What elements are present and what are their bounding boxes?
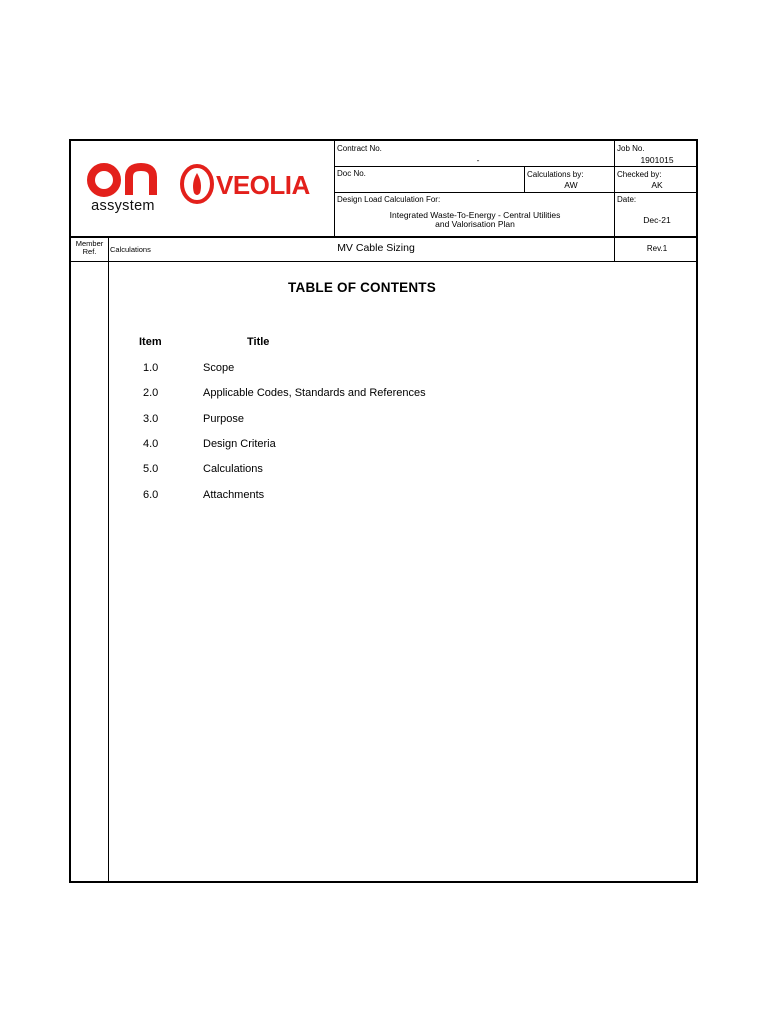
- toc-item-number: 1.0: [143, 362, 159, 374]
- assystem-logo: [85, 163, 161, 215]
- toc-item-title: Design Criteria: [203, 438, 276, 450]
- subject-title: MV Cable Sizing: [337, 242, 415, 254]
- date-label: Date:: [617, 195, 637, 204]
- toc-col-title: Title: [247, 336, 270, 348]
- assystem-logo-text: assystem: [91, 198, 155, 214]
- calculations-label: Calculations: [110, 245, 151, 254]
- toc-item-number: 4.0: [143, 438, 159, 450]
- toc-item-number: 5.0: [143, 463, 159, 475]
- design-label: Design Load Calculation For:: [337, 195, 441, 204]
- toc-col-item: Item: [139, 336, 162, 348]
- toc-item-title: Scope: [203, 362, 235, 374]
- contract-label: Contract No.: [337, 144, 382, 153]
- contract-value: -: [476, 155, 480, 165]
- project-line-2: and Valorisation Plan: [435, 219, 515, 229]
- toc-title: TABLE OF CONTENTS: [288, 280, 436, 295]
- toc-item-number: 2.0: [143, 387, 159, 399]
- calc-by-label: Calculations by:: [527, 170, 584, 179]
- divider-header-bottom: [71, 236, 698, 238]
- veolia-logo: [179, 163, 311, 207]
- job-value: 1901015: [640, 155, 674, 165]
- calculation-sheet: [69, 139, 698, 883]
- toc-item-number: 3.0: [143, 413, 159, 425]
- veolia-logo-mark: [179, 163, 215, 205]
- divider-member-column: [108, 236, 109, 883]
- divider-job-left: [614, 141, 615, 261]
- toc-item-number: 6.0: [143, 489, 159, 501]
- assystem-logo-mark: [87, 163, 159, 197]
- divider-subject-bottom: [71, 261, 698, 262]
- checked-value: AK: [651, 180, 663, 190]
- member-label-line2: Ref.: [82, 247, 97, 256]
- divider-row2: [334, 192, 698, 193]
- revision-value: Rev.1: [646, 244, 668, 253]
- project-line-1: Integrated Waste-To-Energy - Central Utilities: [389, 210, 561, 220]
- date-value: Dec-21: [643, 215, 671, 225]
- toc-item-title: Calculations: [203, 463, 263, 475]
- veolia-logo-text: VEOLIA: [216, 170, 310, 200]
- divider-row1: [334, 166, 698, 167]
- toc-item-title: Purpose: [203, 413, 244, 425]
- calc-by-value: AW: [564, 180, 578, 190]
- job-label: Job No.: [617, 144, 645, 153]
- member-label-line1: Member: [75, 239, 104, 248]
- toc-item-title: Attachments: [203, 489, 265, 501]
- divider-calcby-left: [524, 166, 525, 192]
- checked-label: Checked by:: [617, 170, 662, 179]
- doc-label: Doc No.: [337, 169, 366, 178]
- divider-logo-right: [334, 141, 335, 236]
- toc-item-title: Applicable Codes, Standards and References: [203, 387, 426, 399]
